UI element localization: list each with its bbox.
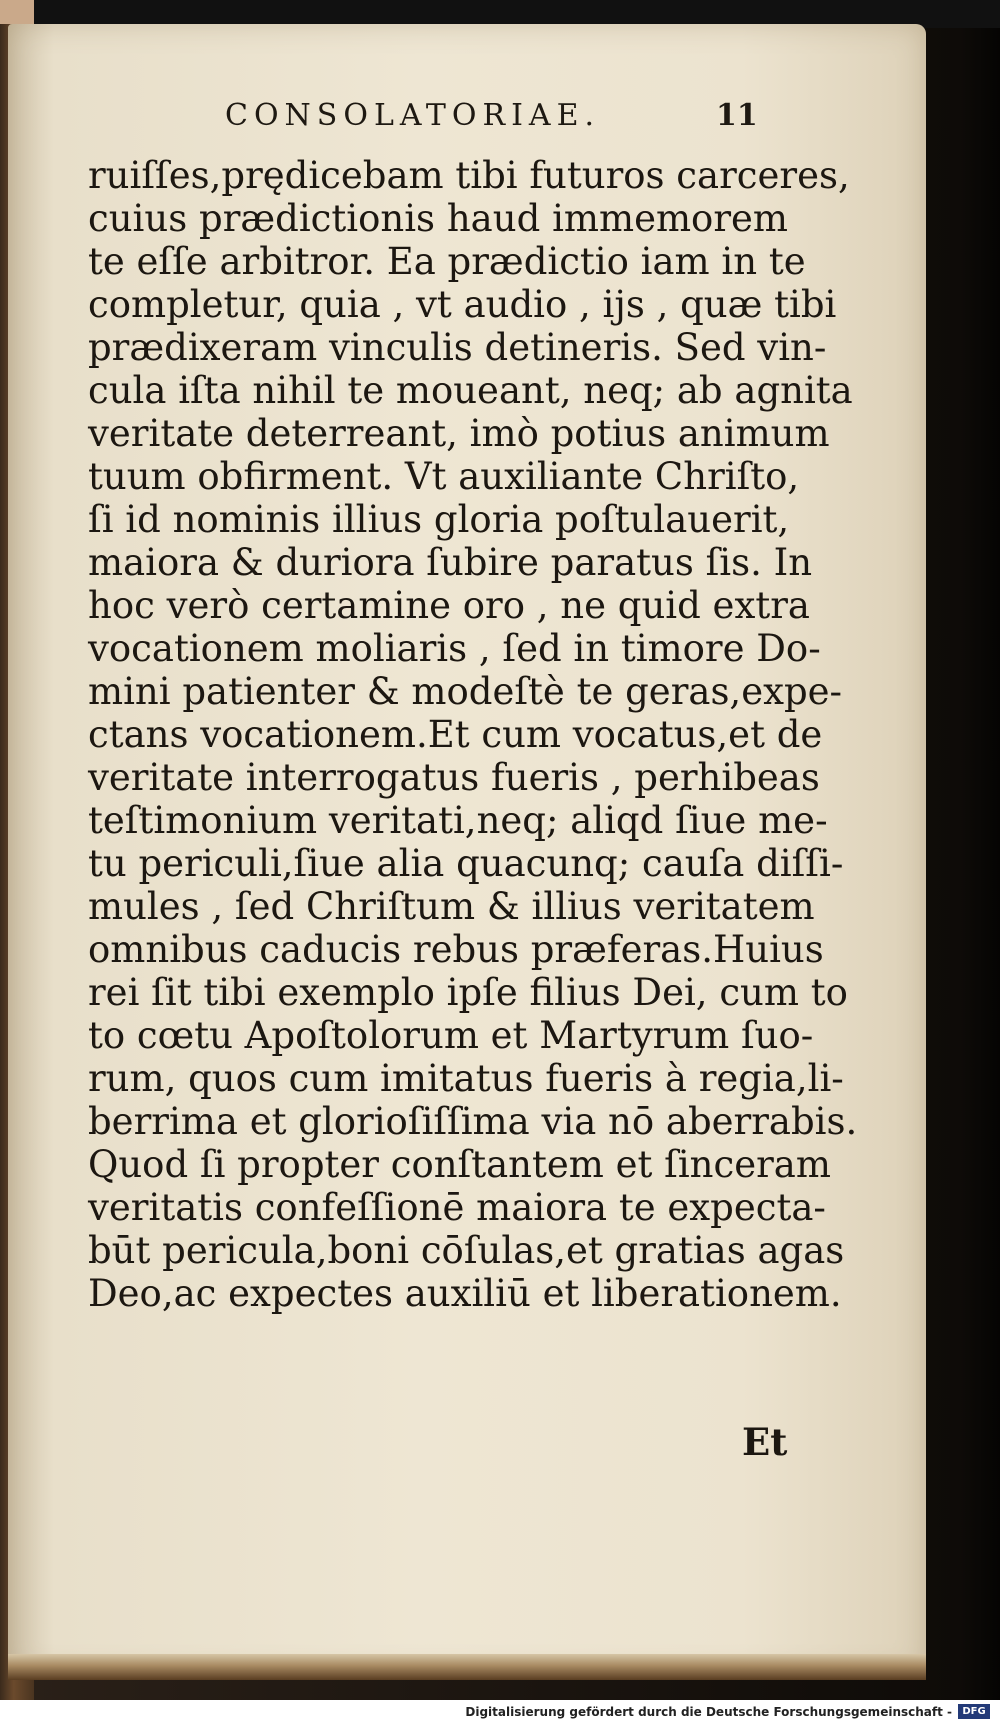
text-line: te eſſe arbitror. Ea prædictio iam in te	[88, 240, 806, 283]
dfg-logo: DFG	[958, 1704, 990, 1719]
text-line: rum, quos cum imitatus fueris à regia,li-	[88, 1057, 844, 1100]
text-line: rei ſit tibi exemplo ipſe filius Dei, cum to	[88, 971, 848, 1014]
text-line: teſtimonium veritati,neq; aliqd ſiue me-	[88, 799, 828, 842]
digitization-footer	[0, 1700, 1000, 1725]
text-line: mules , ſed Chriſtum & illius veritatem	[88, 885, 815, 928]
text-line: to cœtu Apoſtolorum et Martyrum ſuo-	[88, 1014, 814, 1057]
text-line: Quod ſi propter conſtantem et ſinceram	[88, 1143, 831, 1186]
text-line: Deo,ac expectes auxiliū et liberationem.	[88, 1272, 842, 1315]
text-line: cula iſta nihil te moueant, neq; ab agnita	[88, 369, 853, 412]
text-line: ſi id nominis illius gloria poſtulauerit,	[88, 498, 790, 541]
text-line: berrima et glorioſiſſima via nō aberrabis.	[88, 1100, 858, 1143]
text-line: veritatis confeſſionē maiora te expecta-	[88, 1186, 826, 1229]
text-line: veritate deterreant, imò potius animum	[88, 412, 830, 455]
text-line: prædixeram vinculis detineris. Sed vin-	[88, 326, 827, 369]
text-line: completur, quia , vt audio , ijs , quæ tibi	[88, 283, 837, 326]
text-line: ruiſſes,prędicebam tibi futuros carceres,	[88, 154, 850, 197]
text-line: tu periculi,ſiue alia quacunq; cauſa diſſi-	[88, 842, 844, 885]
text-line: veritate interrogatus fueris , perhibeas	[88, 756, 820, 799]
text-line: mini patienter & modeſtè te geras,expe-	[88, 670, 843, 713]
catchword: Et	[742, 1420, 788, 1464]
text-line: būt pericula,boni cōſulas,et gratias agas	[88, 1229, 845, 1272]
text-line: tuum obfirment. Vt auxiliante Chriſto,	[88, 455, 800, 498]
text-line: ctans vocationem.Et cum vocatus,et de	[88, 713, 823, 756]
text-line: omnibus caducis rebus præferas.Huius	[88, 928, 824, 971]
text-line: maiora & duriora ſubire paratus ſis. In	[88, 541, 813, 584]
text-line: vocationem moliaris , ſed in timore Do-	[88, 627, 821, 670]
text-line: cuius prædictionis haud immemorem	[88, 197, 788, 240]
funding-credit: Digitalisierung gefördert durch die Deutsche Forschungsgemeinschaft -	[465, 1705, 952, 1719]
running-head: CONSOLATORIAE.	[225, 98, 601, 133]
page-number: 11	[716, 98, 758, 133]
text-line: hoc verò certamine oro , ne quid extra	[88, 584, 810, 627]
page-bottom-edge	[8, 1654, 926, 1680]
